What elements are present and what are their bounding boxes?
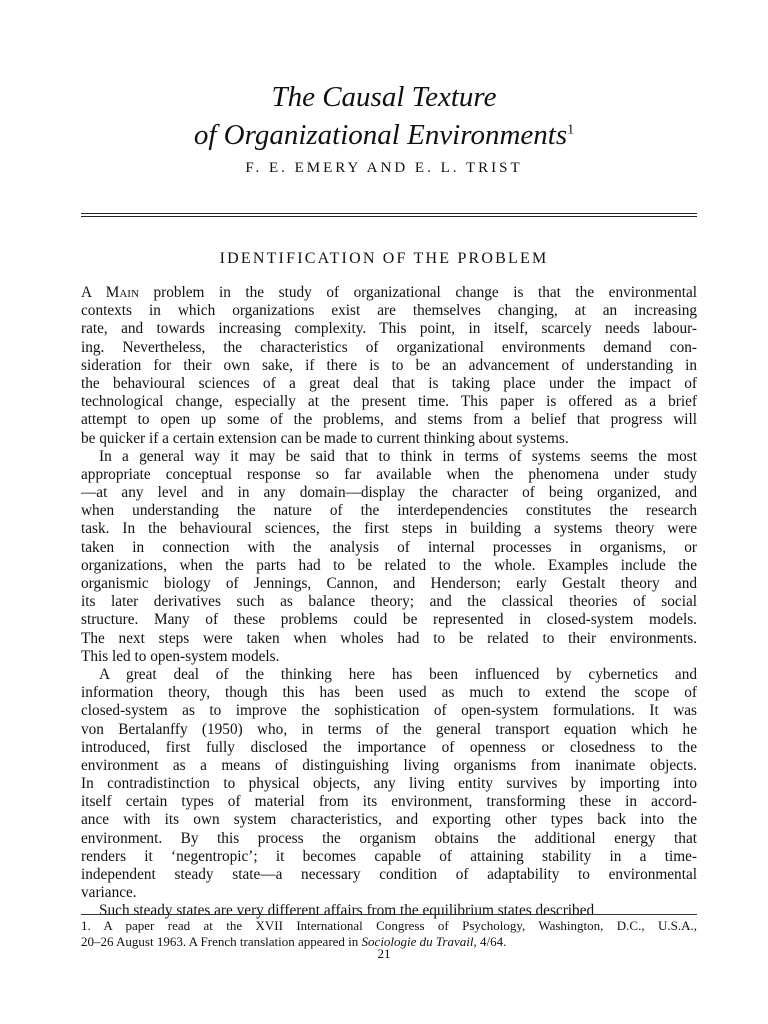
footnote-journal-title: Sociologie du Travail	[361, 933, 474, 949]
text-line: sideration for their own sake, if there is to be an advancement of understanding in	[81, 356, 697, 374]
text-line: organismic biology of Jennings, Cannon, and Henderson; early Gestalt theory and	[81, 575, 697, 592]
text-line: structure. Many of these problems could be represented in closed-system models.	[81, 611, 697, 629]
author-names: F. E. EMERY AND E. L. TRIST	[245, 160, 523, 176]
text-line: rate, and towards increasing complexity. This point, in itself, scarcely needs labour-	[81, 320, 697, 338]
text-line: This led to open-system models.	[81, 647, 280, 665]
text-line: —at any level and in any domain—display the character of being organized, and	[81, 484, 697, 502]
body-text	[81, 284, 697, 921]
text-line: taken in connection with the analysis of internal processes in organisms, or	[81, 538, 697, 556]
footnote-text: , 4/64.	[473, 933, 507, 949]
title-footnote-marker: 1	[567, 122, 575, 138]
text-line: ing. Nevertheless, the characteristics of organizational environments demand con-	[81, 338, 697, 356]
text-line: The next steps were taken when wholes had to be related to their environments.	[81, 629, 697, 647]
text-line: when understanding the nature of the interdependencies constitutes the research	[81, 502, 697, 520]
text-line: environment. By this process the organism obtains the additional energy that	[81, 829, 697, 847]
text-line: its later derivatives such as balance theory; and the classical theories of social	[81, 593, 697, 611]
header-rule-top	[81, 213, 697, 214]
text-line: technological change, especially at the present time. This paper is offered as a brief	[81, 393, 697, 411]
title-text-2: of Organizational Environments	[193, 119, 568, 151]
article-title-line-1	[0, 80, 768, 114]
page-number: 21	[377, 946, 391, 961]
text-line: contexts in which organizations exist are themselves changing, at an increasing	[81, 302, 697, 320]
article-title-line-2	[0, 118, 768, 152]
header-rule-bottom	[81, 216, 697, 217]
line-text: problem in the study of organizational change is that the environmental	[138, 284, 698, 301]
footnote-text: 20–26 August 1963. A French translation appeared in	[81, 933, 362, 949]
footnote-rule	[81, 914, 697, 915]
text-line: introduced, first fully disclosed the importance of openness or closedness to the	[81, 738, 697, 756]
text-line: environment as a means of distinguishing living organisms from inanimate objects.	[81, 756, 697, 774]
text-line: variance.	[81, 884, 137, 902]
text-line: independent steady state—a necessary condition of adaptability to environmental	[81, 866, 697, 883]
text-line: In contradistinction to physical objects, any living entity survives by importing into	[81, 775, 697, 793]
text-line: the behavioural sciences of a great deal that is taking place under the impact of	[81, 374, 697, 392]
text-line: itself certain types of material from its environment, transforming these in accord-	[81, 793, 697, 811]
text-line: task. In the behavioural sciences, the first steps in building a systems theory were	[81, 520, 697, 538]
section-heading: IDENTIFICATION OF THE PROBLEM	[219, 250, 549, 267]
footnote	[81, 918, 697, 949]
text-line	[81, 284, 697, 302]
title-text-1: The Causal Texture	[271, 81, 497, 113]
text-line: attempt to open up some of the problems, and stems from a belief that progress will	[81, 411, 697, 429]
text-line: Such steady states are very different affairs from the equilibrium states described	[99, 902, 595, 920]
text-line: von Bertalanffy (1950) who, in terms of the general transport equation which he	[81, 720, 697, 738]
text-line: ance with its own system characteristics, and exporting other types back into the	[81, 811, 697, 829]
lead-smallcaps: Main	[105, 284, 139, 301]
text-line: In a general way it may be said that to think in terms of systems seems the most	[99, 447, 697, 465]
text-line: appropriate conceptual response so far available when the phenomena under study	[81, 465, 697, 483]
text-line: organizations, when the parts had to be related to the whole. Examples include the	[81, 556, 697, 574]
footnote-line: 1. A paper read at the XVII International Congress of Psychology, Washington, D.C., U.S.A.,	[81, 918, 697, 933]
text-line: renders it ‘negentropic’; it becomes capable of attaining stability in a time-	[81, 847, 697, 865]
text-line: closed-system as to improve the sophistication of open-system formulations. It was	[81, 702, 697, 720]
text-line: be quicker if a certain extension can be made to current thinking about systems.	[81, 429, 569, 447]
text-line: A great deal of the thinking here has been influenced by cybernetics and	[99, 665, 697, 683]
text-line: information theory, though this has been used as much to extend the scope of	[81, 684, 697, 702]
drop-word: A	[81, 284, 106, 301]
